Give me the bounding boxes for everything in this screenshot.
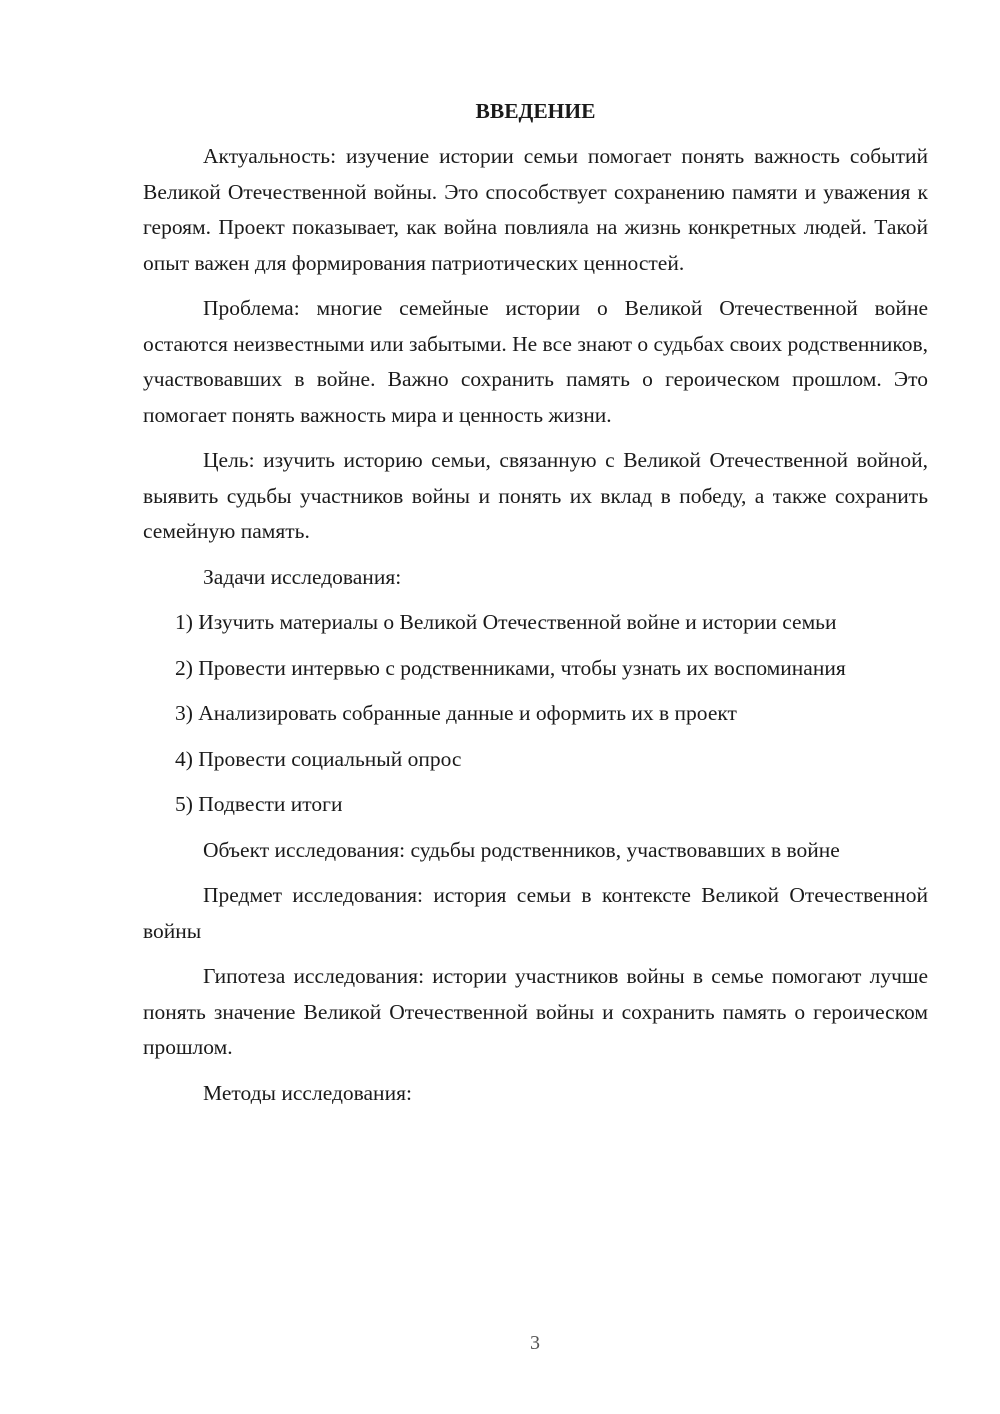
- problem-paragraph: Проблема: многие семейные истории о Великой Отечественной войне остаются неизвестными или забытыми. Не все знают о судьбах своих родственников, участвовавших в войне. Важно сохранить память о героическом прошлом. Это помогает понять важность мира и ценность жизни.: [143, 296, 928, 427]
- methods-title: Методы исследования:: [203, 1080, 412, 1105]
- relevance-paragraph: Актуальность: изучение истории семьи помогает понять важность событий Великой Отечественной войны. Это способствует сохранению памяти и уважения к героям. Проект показывает, как война повлияла на жизнь конкретных людей. Такой опыт важен для формирования патриотических ценностей.: [143, 144, 928, 275]
- section-heading: ВВЕДЕНИЕ: [475, 99, 596, 123]
- task-item-2: 2) Провести интервью с родственниками, чтобы узнать их воспоминания: [175, 655, 846, 680]
- object-paragraph: Объект исследования: судьбы родственников, участвовавших в войне: [203, 837, 840, 862]
- task-item-4: 4) Провести социальный опрос: [175, 746, 462, 771]
- goal-paragraph: Цель: изучить историю семьи, связанную с Великой Отечественной войной, выявить судьбы участников войны и понять их вклад в победу, а также сохранить семейную память.: [143, 448, 928, 543]
- task-item-5: 5) Подвести итоги: [175, 792, 343, 816]
- subject-paragraph: Предмет исследования: история семьи в контексте Великой Отечественной войны: [143, 883, 928, 943]
- tasks-title: Задачи исследования:: [203, 564, 402, 589]
- document-body: [143, 94, 928, 1121]
- task-item-1: 1) Изучить материалы о Великой Отечественной войне и истории семьи: [175, 610, 837, 634]
- task-item-3: 3) Анализировать собранные данные и оформить их в проект: [175, 701, 737, 725]
- hypothesis-paragraph: Гипотеза исследования: истории участников войны в семье помогают лучше понять значение Великой Отечественной войны и сохранить память о героическом прошлом.: [143, 964, 928, 1059]
- page-number: 3: [530, 1332, 540, 1354]
